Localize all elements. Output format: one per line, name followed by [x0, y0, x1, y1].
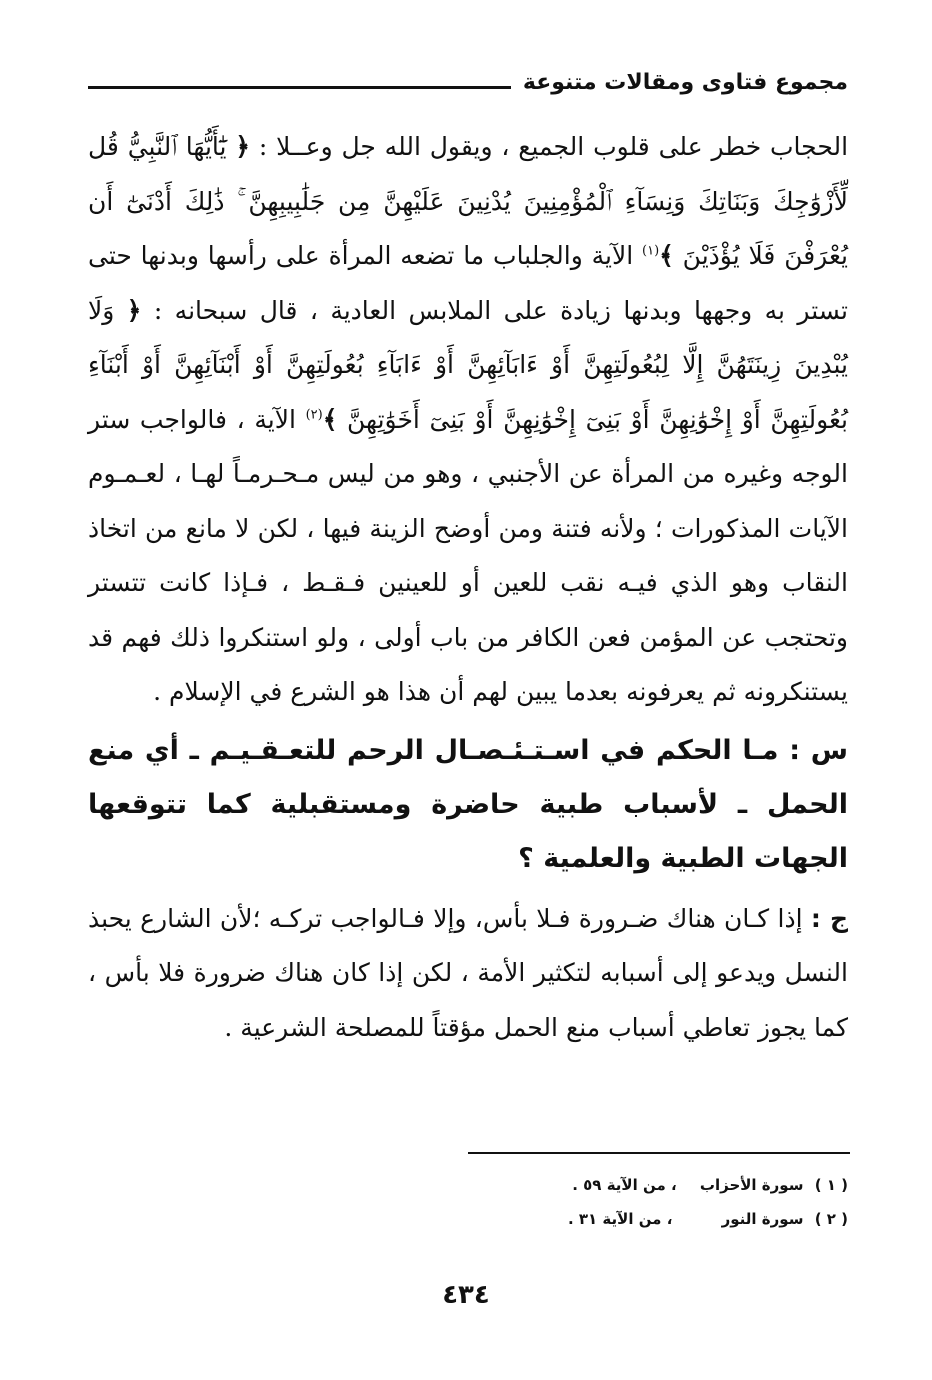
paragraph-text: الحجاب خطر على قلوب الجميع ، ويقول الله جل وعــلا : — [258, 132, 849, 161]
quran-verse-nur: وَلَا يُبْدِينَ زِينَتَهُنَّ إِلَّا لِبُعُولَتِهِنَّ أَوْ ءَابَآئِهِنَّ أَوْ ءَابَآءِ بُعُولَتِهِنَّ أَوْ أَبْنَآئِهِنَّ أَوْ أَبْنَآءِ بُعُولَتِهِنَّ أَوْ إِخْوَٰنِهِنَّ أَوْ بَنِىٓ إِخْوَٰنِهِنَّ أَوْ بَنِىٓ أَخَوَٰتِهِنَّ — [88, 295, 849, 434]
footnotes — [88, 1168, 848, 1236]
answer-paragraph — [88, 892, 848, 1056]
footnote-1 — [88, 1168, 848, 1202]
page-number: ٤٣٤ — [442, 1280, 490, 1310]
running-header-title: مجموع فتاوى ومقالات متنوعة — [522, 69, 848, 95]
footnote-surah: سورة النور — [721, 1210, 804, 1228]
quran-close-bracket: ﴾ — [322, 404, 338, 434]
running-header — [88, 62, 848, 102]
footnote-2 — [88, 1202, 848, 1236]
footnote-number: ( ٢ ) — [814, 1210, 848, 1228]
footnote-surah: سورة الأحزاب — [699, 1176, 804, 1194]
header-rule — [88, 86, 511, 89]
paragraph-text: الآية ، فالواجب ستر الوجه وغيره من المرأة عن الأجنبي ، وهو من ليس مـحـرمـاً لهـا ، لعـمـوم الآيات المذكورات ؛ ولأنه فتنة ومن أوضح الزينة فيها ، لكن لا مانع من اتخاذ النقاب وهو الذي فيـه نقب للعين أو للعينين فـقـط ، فـإذا كانت تتستر وتحتجب عن المؤمن فعن الكافر من باب أولى ، ولو استنكروا ذلك فهم قد يستنكرونه ثم يعرفونه بعدما يبين لهم أن هذا هو الشرع في الإسلام . — [88, 404, 848, 706]
paragraph-text: الآية والجلباب ما تضعه المرأة على رأسها وبدنها حتى تستر به وجهها وبدنها زيادة على الملابس العادية ، قال سبحانه : — [88, 241, 849, 325]
paragraph-hijab — [88, 120, 848, 720]
footnote-ref-1: (١) — [642, 243, 660, 259]
quran-close-bracket: ﴾ — [659, 241, 674, 270]
footnote-number: ( ١ ) — [814, 1176, 848, 1194]
quran-verse-ahzab: يَٰٓأَيُّهَا ٱلنَّبِيُّ قُل لِّأَزْوَٰجِكَ وَبَنَاتِكَ وَنِسَآءِ ٱلْمُؤْمِنِينَ يُدْنِينَ عَلَيْهِنَّ مِن جَلَٰبِيبِهِنَّ ۚ ذَٰلِكَ أَدْنَىٰٓ أَن يُعْرَفْنَ فَلَا يُؤْذَيْنَ — [88, 132, 848, 270]
footnote-rule — [468, 1152, 850, 1154]
quran-open-bracket: ﴿ — [126, 295, 142, 325]
footnote-ref: ، من الآية ٥٩ . — [572, 1176, 677, 1194]
quran-open-bracket: ﴿ — [235, 132, 250, 161]
footnote-ref-2: (٢) — [305, 407, 323, 423]
answer-text: إذا كـان هناك ضـرورة فـلا بأس، وإلا فـالواجب تركـه ؛لأن الشارع يحبذ النسل ويدعو إلى أسبابه لتكثير الأمة ، لكن إذا كان هناك ضرورة فلا بأس ، كما يجوز تعاطي أسباب منع الحمل مؤقتاً للمصلحة الشرعية . — [88, 903, 848, 1042]
question-heading: س : مـا الحكم في اسـتـئـصـال الرحم للتعـقـيـم ـ أي منع الحمل ـ لأسباب طبية حاضرة ومستقبلية كما تتوقعها الجهات الطبية والعلمية ؟ — [88, 734, 848, 874]
answer-mark: ج : — [810, 903, 848, 933]
footnote-ref: ، من الآية ٣١ . — [567, 1210, 673, 1228]
body-text — [88, 120, 848, 1055]
